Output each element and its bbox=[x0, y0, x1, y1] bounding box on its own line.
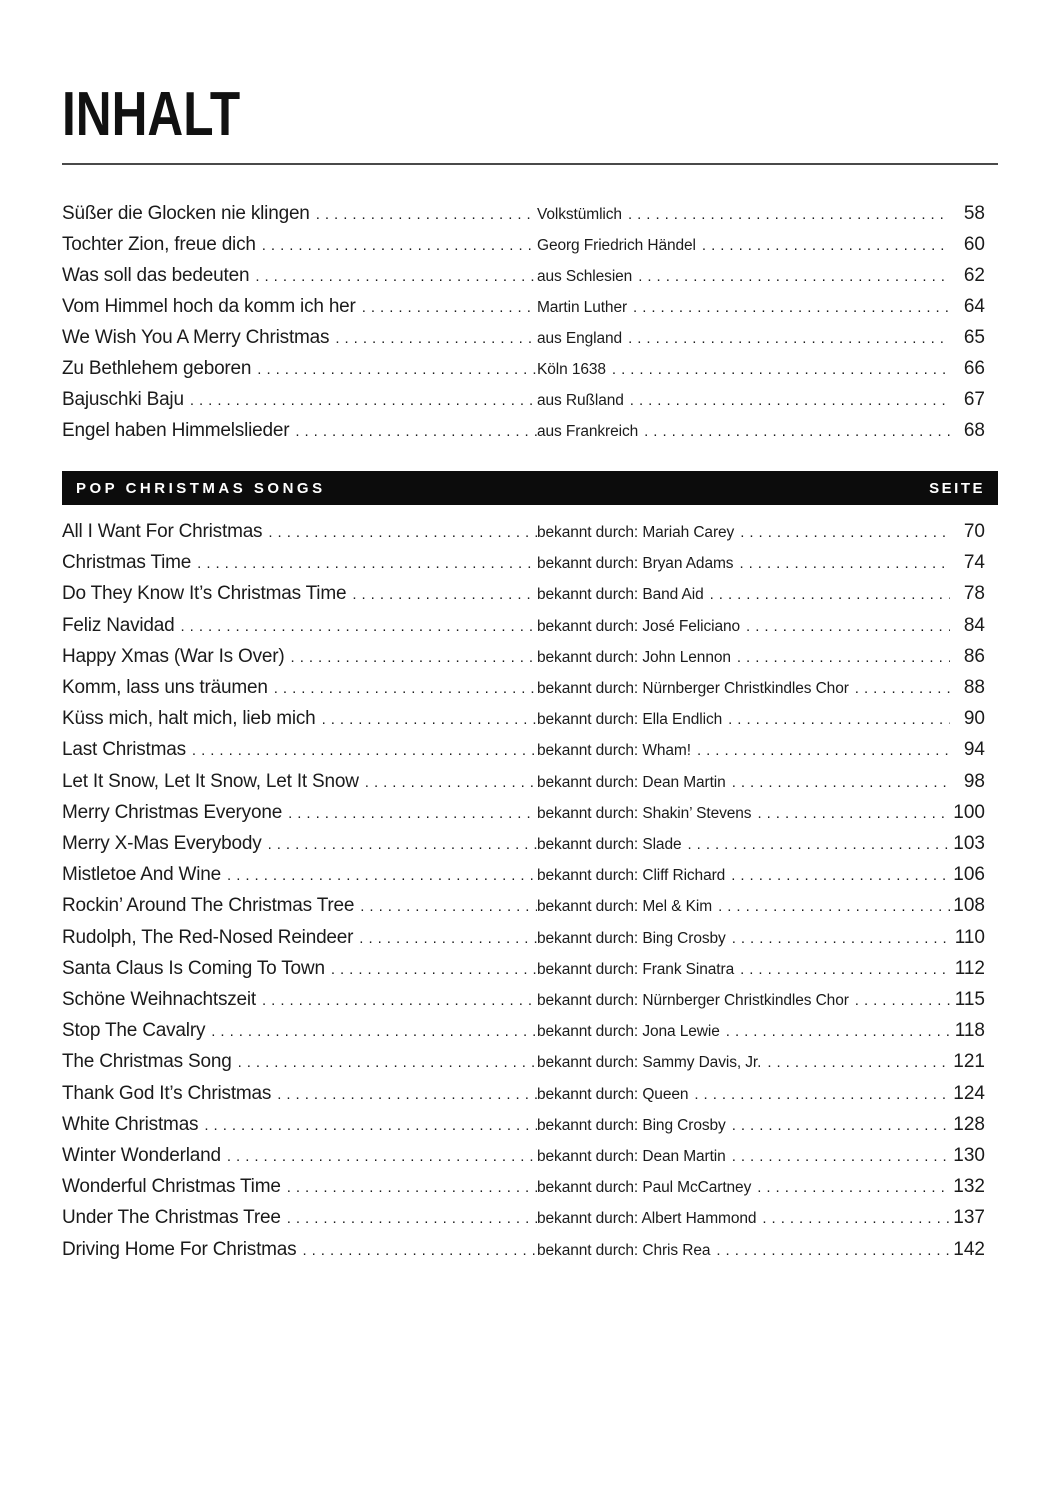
dot-leader bbox=[281, 1204, 537, 1234]
song-title: Küss mich, halt mich, lieb mich bbox=[62, 708, 316, 730]
page-number: 118 bbox=[954, 1020, 985, 1042]
song-title: All I Want For Christmas bbox=[62, 521, 263, 542]
page-number: 121 bbox=[953, 1051, 985, 1073]
dot-leader bbox=[346, 580, 537, 610]
dot-leader bbox=[186, 736, 537, 766]
toc-row-right bbox=[537, 292, 998, 323]
song-source: aus Rußland bbox=[537, 392, 624, 409]
seite-label: SEITE bbox=[929, 479, 985, 497]
page-number: 67 bbox=[963, 389, 985, 410]
song-source: bekannt durch: John Lennon bbox=[537, 648, 731, 666]
toc-row-left bbox=[62, 891, 537, 922]
song-source: bekannt durch: Albert Hammond bbox=[537, 1210, 757, 1228]
dot-leader bbox=[761, 1048, 950, 1078]
song-title: Süßer die Glocken nie klingen bbox=[62, 203, 310, 224]
toc-row-left bbox=[62, 292, 537, 323]
song-source: Volkstümlich bbox=[537, 206, 622, 223]
toc-row bbox=[62, 517, 998, 548]
page-number: 103 bbox=[953, 833, 985, 855]
toc-row-right bbox=[537, 1016, 998, 1047]
dot-leader bbox=[849, 674, 950, 704]
song-title: Winter Wonderland bbox=[62, 1145, 221, 1167]
song-source: bekannt durch: Bryan Adams bbox=[537, 555, 734, 573]
toc-row bbox=[62, 261, 998, 292]
song-title: Komm, lass uns träumen bbox=[62, 677, 268, 699]
dot-leader bbox=[751, 799, 950, 829]
page-number: 106 bbox=[953, 864, 985, 886]
toc-row bbox=[62, 1079, 998, 1110]
toc-row-right bbox=[537, 261, 998, 292]
toc-row bbox=[62, 860, 998, 891]
pop-songs-banner bbox=[62, 471, 998, 505]
song-source: bekannt durch: José Feliciano bbox=[537, 617, 741, 635]
page-number: 115 bbox=[954, 989, 985, 1011]
dot-leader bbox=[289, 417, 537, 447]
toc-row-right bbox=[537, 985, 998, 1016]
toc-row-right bbox=[537, 1047, 998, 1078]
page-number: 98 bbox=[963, 770, 985, 792]
title-rule bbox=[62, 163, 998, 165]
toc-row-left bbox=[62, 354, 537, 385]
page-number: 90 bbox=[963, 708, 985, 730]
dot-leader bbox=[726, 924, 950, 954]
toc-row bbox=[62, 579, 998, 610]
page-number: 112 bbox=[954, 957, 985, 979]
page-number: 88 bbox=[963, 677, 985, 699]
dot-leader bbox=[740, 612, 950, 642]
toc-row bbox=[62, 1141, 998, 1172]
dot-leader bbox=[281, 1173, 537, 1203]
dot-leader bbox=[262, 518, 537, 548]
toc-row bbox=[62, 704, 998, 735]
toc-row bbox=[62, 673, 998, 704]
page-title: INHALT bbox=[62, 80, 241, 149]
dot-leader bbox=[221, 1142, 537, 1172]
toc-row-right bbox=[537, 798, 998, 829]
toc-row bbox=[62, 1203, 998, 1234]
dot-leader bbox=[682, 830, 951, 860]
toc-row-left bbox=[62, 860, 537, 891]
toc-row-right bbox=[537, 860, 998, 891]
song-title: Last Christmas bbox=[62, 739, 186, 761]
page-number: 74 bbox=[963, 552, 985, 574]
toc-row bbox=[62, 891, 998, 922]
dot-leader bbox=[712, 892, 950, 922]
song-source: aus Frankreich bbox=[537, 423, 639, 440]
page-number: 64 bbox=[963, 296, 985, 317]
song-source: Martin Luther bbox=[537, 299, 628, 316]
toc-row bbox=[62, 548, 998, 579]
dot-leader bbox=[627, 293, 950, 323]
page-number: 65 bbox=[963, 327, 985, 348]
toc-row bbox=[62, 354, 998, 385]
song-title: Stop The Cavalry bbox=[62, 1020, 206, 1042]
dot-leader bbox=[691, 736, 950, 766]
toc-row-left bbox=[62, 261, 537, 292]
dot-leader bbox=[282, 799, 537, 829]
toc-row-left bbox=[62, 1235, 537, 1266]
toc-row-left bbox=[62, 517, 537, 548]
toc-row-left bbox=[62, 416, 537, 447]
toc-row-right bbox=[537, 611, 998, 642]
dot-leader bbox=[725, 861, 950, 891]
toc-row-right bbox=[537, 548, 998, 579]
toc-row-left bbox=[62, 767, 537, 798]
toc-row bbox=[62, 798, 998, 829]
toc-row bbox=[62, 642, 998, 673]
song-source: bekannt durch: Bing Crosby bbox=[537, 1116, 726, 1134]
dot-leader bbox=[733, 549, 950, 579]
song-source: bekannt durch: Cliff Richard bbox=[537, 867, 726, 885]
dot-leader bbox=[688, 1080, 950, 1110]
song-source: Georg Friedrich Händel bbox=[537, 237, 696, 254]
song-source: Köln 1638 bbox=[537, 361, 606, 378]
dot-leader bbox=[710, 1236, 950, 1266]
traditional-songs-list bbox=[62, 199, 998, 447]
banner-label: POP CHRISTMAS SONGS bbox=[76, 479, 326, 497]
toc-row bbox=[62, 1235, 998, 1266]
song-title: Merry X-Mas Everybody bbox=[62, 833, 262, 855]
page-number: 110 bbox=[954, 926, 985, 948]
dot-leader bbox=[638, 417, 950, 447]
page-number: 124 bbox=[953, 1082, 985, 1104]
song-source: bekannt durch: Mel & Kim bbox=[537, 898, 713, 916]
song-source: aus England bbox=[537, 330, 623, 347]
dot-leader bbox=[205, 1017, 537, 1047]
toc-row bbox=[62, 230, 998, 261]
page-number: 132 bbox=[953, 1176, 985, 1198]
toc-row-left bbox=[62, 385, 537, 416]
toc-row-right bbox=[537, 673, 998, 704]
dot-leader bbox=[622, 200, 950, 230]
dot-leader bbox=[251, 355, 537, 385]
toc-row bbox=[62, 767, 998, 798]
toc-row bbox=[62, 1016, 998, 1047]
song-source: bekannt durch: Jona Lewie bbox=[537, 1023, 720, 1041]
song-title: Thank God It’s Christmas bbox=[62, 1082, 272, 1104]
song-source: aus Schlesien bbox=[537, 268, 633, 285]
dot-leader bbox=[356, 293, 537, 323]
toc-row-right bbox=[537, 1079, 998, 1110]
page-number: 94 bbox=[963, 739, 985, 761]
dot-leader bbox=[734, 955, 950, 985]
toc-row bbox=[62, 292, 998, 323]
song-source: bekannt durch: Bing Crosby bbox=[537, 929, 726, 947]
song-title: White Christmas bbox=[62, 1113, 199, 1135]
toc-row bbox=[62, 323, 998, 354]
page-number: 108 bbox=[953, 895, 985, 917]
song-title: Driving Home For Christmas bbox=[62, 1238, 297, 1260]
song-title: We Wish You A Merry Christmas bbox=[62, 327, 330, 348]
song-source: bekannt durch: Slade bbox=[537, 836, 682, 854]
dot-leader bbox=[704, 580, 950, 610]
dot-leader bbox=[726, 768, 950, 798]
song-title: Under The Christmas Tree bbox=[62, 1207, 281, 1229]
toc-row-right bbox=[537, 1203, 998, 1234]
song-title: Tochter Zion, freue dich bbox=[62, 234, 256, 255]
toc-row bbox=[62, 985, 998, 1016]
page-number: 70 bbox=[963, 521, 985, 542]
page-number: 62 bbox=[963, 265, 985, 286]
toc-row bbox=[62, 385, 998, 416]
page-number: 58 bbox=[963, 203, 985, 224]
dot-leader bbox=[329, 324, 537, 354]
song-source: bekannt durch: Shakin’ Stevens bbox=[537, 804, 752, 822]
dot-leader bbox=[268, 674, 537, 704]
page-number: 66 bbox=[963, 358, 985, 379]
toc-row-left bbox=[62, 985, 537, 1016]
dot-leader bbox=[849, 986, 950, 1016]
toc-row-right bbox=[537, 323, 998, 354]
toc-row bbox=[62, 416, 998, 447]
dot-leader bbox=[256, 231, 537, 261]
toc-row bbox=[62, 1110, 998, 1141]
page-number: 86 bbox=[963, 645, 985, 667]
pop-songs-list bbox=[62, 517, 998, 1266]
dot-leader bbox=[325, 955, 537, 985]
page-number: 100 bbox=[953, 801, 985, 823]
song-title: Vom Himmel hoch da komm ich her bbox=[62, 296, 356, 317]
dot-leader bbox=[184, 386, 537, 416]
song-title: Bajuschki Baju bbox=[62, 389, 184, 410]
dot-leader bbox=[354, 892, 537, 922]
page-number: 137 bbox=[953, 1207, 985, 1229]
dot-leader bbox=[285, 643, 537, 673]
toc-row-left bbox=[62, 1047, 537, 1078]
dot-leader bbox=[175, 612, 537, 642]
dot-leader bbox=[726, 1111, 950, 1141]
dot-leader bbox=[722, 705, 950, 735]
song-title: Mistletoe And Wine bbox=[62, 864, 222, 886]
dot-leader bbox=[232, 1048, 537, 1078]
dot-leader bbox=[271, 1080, 537, 1110]
dot-leader bbox=[756, 1204, 950, 1234]
toc-row bbox=[62, 1172, 998, 1203]
dot-leader bbox=[191, 549, 537, 579]
dot-leader bbox=[221, 861, 537, 891]
dot-leader bbox=[726, 1142, 950, 1172]
toc-row-left bbox=[62, 923, 537, 954]
toc-row-right bbox=[537, 954, 998, 985]
song-title: Merry Christmas Everyone bbox=[62, 801, 283, 823]
song-title: Christmas Time bbox=[62, 552, 192, 574]
page-number: 128 bbox=[953, 1113, 985, 1135]
toc-row bbox=[62, 954, 998, 985]
page-number: 78 bbox=[963, 583, 985, 605]
toc-row bbox=[62, 735, 998, 766]
dot-leader bbox=[198, 1111, 537, 1141]
dot-leader bbox=[734, 518, 950, 548]
toc-row-right bbox=[537, 1141, 998, 1172]
toc-row bbox=[62, 923, 998, 954]
toc-row-right bbox=[537, 385, 998, 416]
dot-leader bbox=[249, 262, 537, 292]
toc-row-left bbox=[62, 735, 537, 766]
toc-row-right bbox=[537, 829, 998, 860]
dot-leader bbox=[262, 830, 537, 860]
dot-leader bbox=[359, 768, 537, 798]
toc-row-right bbox=[537, 579, 998, 610]
toc-row-left bbox=[62, 1110, 537, 1141]
toc-row-right bbox=[537, 891, 998, 922]
page-number: 142 bbox=[953, 1238, 985, 1260]
toc-row-right bbox=[537, 230, 998, 261]
song-title: Do They Know It’s Christmas Time bbox=[62, 583, 347, 605]
toc-row-left bbox=[62, 1079, 537, 1110]
song-source: bekannt durch: Nürnberger Christkindles Chor bbox=[537, 992, 849, 1010]
song-source: bekannt durch: Mariah Carey bbox=[537, 524, 735, 541]
dot-leader bbox=[731, 643, 950, 673]
dot-leader bbox=[296, 1236, 537, 1266]
dot-leader bbox=[751, 1173, 950, 1203]
song-source: bekannt durch: Paul McCartney bbox=[537, 1179, 752, 1197]
toc-row-right bbox=[537, 767, 998, 798]
song-title: Rudolph, The Red-Nosed Reindeer bbox=[62, 926, 354, 948]
song-source: bekannt durch: Dean Martin bbox=[537, 773, 726, 791]
song-source: bekannt durch: Band Aid bbox=[537, 586, 704, 604]
dot-leader bbox=[310, 200, 537, 230]
toc-row-right bbox=[537, 517, 998, 548]
song-source: bekannt durch: Dean Martin bbox=[537, 1148, 726, 1166]
toc-row-left bbox=[62, 611, 537, 642]
toc-row-left bbox=[62, 579, 537, 610]
toc-row-left bbox=[62, 1203, 537, 1234]
toc-row-left bbox=[62, 798, 537, 829]
page-number: 84 bbox=[963, 614, 985, 636]
toc-row-right bbox=[537, 199, 998, 230]
song-title: Wonderful Christmas Time bbox=[62, 1176, 281, 1198]
toc-row-right bbox=[537, 642, 998, 673]
song-title: Happy Xmas (War Is Over) bbox=[62, 645, 285, 667]
song-source: bekannt durch: Wham! bbox=[537, 742, 691, 760]
song-source: bekannt durch: Nürnberger Christkindles Chor bbox=[537, 680, 849, 698]
toc-row-left bbox=[62, 199, 537, 230]
dot-leader bbox=[624, 386, 950, 416]
song-source: bekannt durch: Sammy Davis, Jr. bbox=[537, 1054, 762, 1072]
song-title: Santa Claus Is Coming To Town bbox=[62, 957, 325, 979]
dot-leader bbox=[353, 924, 537, 954]
toc-row-left bbox=[62, 1016, 537, 1047]
song-source: bekannt durch: Frank Sinatra bbox=[537, 960, 735, 978]
song-source: bekannt durch: Ella Endlich bbox=[537, 711, 723, 729]
song-title: Was soll das bedeuten bbox=[62, 265, 250, 286]
toc-row-right bbox=[537, 354, 998, 385]
toc-row-right bbox=[537, 1110, 998, 1141]
toc-row-left bbox=[62, 548, 537, 579]
toc-row-left bbox=[62, 829, 537, 860]
toc-row bbox=[62, 611, 998, 642]
toc-row-left bbox=[62, 642, 537, 673]
toc-row-left bbox=[62, 1141, 537, 1172]
song-title: Engel haben Himmelslieder bbox=[62, 420, 290, 441]
toc-row-right bbox=[537, 704, 998, 735]
toc-row bbox=[62, 829, 998, 860]
dot-leader bbox=[632, 262, 950, 292]
toc-row-right bbox=[537, 1172, 998, 1203]
page-number: 60 bbox=[963, 234, 985, 255]
toc-row-right bbox=[537, 416, 998, 447]
song-title: Zu Bethlehem geboren bbox=[62, 358, 252, 379]
toc-row-left bbox=[62, 704, 537, 735]
song-source: bekannt durch: Queen bbox=[537, 1085, 689, 1103]
dot-leader bbox=[606, 355, 950, 385]
toc-row-left bbox=[62, 673, 537, 704]
dot-leader bbox=[316, 705, 537, 735]
song-title: The Christmas Song bbox=[62, 1051, 232, 1073]
page-number: 130 bbox=[953, 1145, 985, 1167]
toc-row bbox=[62, 1047, 998, 1078]
toc-row-left bbox=[62, 230, 537, 261]
song-title: Rockin’ Around The Christmas Tree bbox=[62, 895, 355, 917]
toc-row bbox=[62, 199, 998, 230]
toc-row-left bbox=[62, 954, 537, 985]
dot-leader bbox=[622, 324, 950, 354]
toc-row-right bbox=[537, 1235, 998, 1266]
song-source: bekannt durch: Chris Rea bbox=[537, 1241, 711, 1259]
dot-leader bbox=[256, 986, 537, 1016]
song-title: Schöne Weihnachtszeit bbox=[62, 989, 257, 1011]
toc-row-right bbox=[537, 923, 998, 954]
toc-row-right bbox=[537, 735, 998, 766]
toc-row-left bbox=[62, 323, 537, 354]
song-title: Feliz Navidad bbox=[62, 614, 175, 636]
dot-leader bbox=[696, 231, 950, 261]
toc-row-left bbox=[62, 1172, 537, 1203]
song-title: Let It Snow, Let It Snow, Let It Snow bbox=[62, 770, 359, 792]
page-number: 68 bbox=[963, 420, 985, 441]
dot-leader bbox=[720, 1017, 950, 1047]
